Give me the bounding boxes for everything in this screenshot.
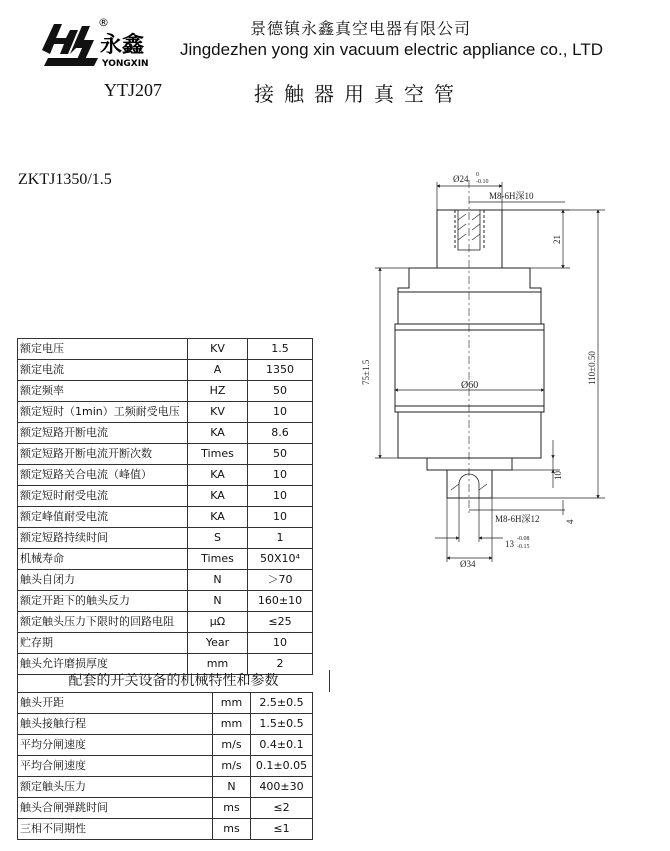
param-value: 2 (248, 654, 313, 675)
param-name: 额定频率 (18, 381, 188, 402)
param-unit: μΩ (188, 612, 248, 633)
param-name: 平均分闸速度 (18, 735, 213, 756)
param-value: 0.1±0.05 (251, 756, 313, 777)
table-row (18, 549, 313, 570)
param-name: 额定短路开断电流开断次数 (18, 444, 188, 465)
dim-bottom-thread: M8-6H深12 (495, 514, 540, 524)
param-unit: mm (213, 714, 251, 735)
dim-body-diameter: Ø60 (461, 380, 479, 391)
param-value: 2.5±0.5 (251, 693, 313, 714)
param-unit: N (188, 570, 248, 591)
dimension-lines (375, 182, 605, 562)
param-unit: m/s (213, 756, 251, 777)
param-unit: KA (188, 465, 248, 486)
table-row (18, 486, 313, 507)
vacuum-interrupter-drawing (355, 170, 655, 570)
param-unit: ms (213, 798, 251, 819)
dim-top-diameter: Ø24 (453, 174, 469, 184)
param-unit: KA (188, 423, 248, 444)
param-unit: mm (188, 654, 248, 675)
param-name: 额定短路开断电流 (18, 423, 188, 444)
dim-base-diameter: Ø34 (460, 559, 476, 569)
param-value: 10 (248, 402, 313, 423)
param-value: 1.5 (248, 339, 313, 360)
table-row (18, 570, 313, 591)
param-value: ≤1 (251, 819, 313, 840)
param-unit: Times (188, 549, 248, 570)
param-name: 机械寿命 (18, 549, 188, 570)
table-row (18, 507, 313, 528)
table-row (18, 465, 313, 486)
param-unit: ms (213, 819, 251, 840)
param-value: 400±30 (251, 777, 313, 798)
logo-registered-mark: ® (98, 16, 109, 29)
table-row (18, 777, 313, 798)
param-unit: KV (188, 339, 248, 360)
table-row (18, 423, 313, 444)
table-row (18, 756, 313, 777)
param-value: 50 (248, 444, 313, 465)
table-row (18, 360, 313, 381)
param-value: ≤2 (251, 798, 313, 819)
param-name: 触头开距 (18, 693, 213, 714)
param-value: 50 (248, 381, 313, 402)
param-name: 触头自闭力 (18, 570, 188, 591)
param-unit: KA (188, 507, 248, 528)
dim-21: 21 (552, 235, 562, 244)
param-name: 触头接触行程 (18, 714, 213, 735)
param-name: 额定触头压力 (18, 777, 213, 798)
mechanical-section-title: 配套的开关设备的机械特性和参数 (17, 670, 330, 692)
company-logo (40, 14, 185, 76)
param-value: 10 (248, 486, 313, 507)
param-unit: N (188, 591, 248, 612)
param-value: ≤25 (248, 612, 313, 633)
param-value: 10 (248, 633, 313, 654)
dim-bottom-diameter: 13 (505, 539, 514, 549)
param-name: 额定短时（1min）工频耐受电压 (18, 402, 188, 423)
dim-bottom-tol-lower: -0.15 (517, 544, 530, 550)
param-value: ＞70 (248, 570, 313, 591)
param-unit: Year (188, 633, 248, 654)
table-row (18, 798, 313, 819)
param-unit: A (188, 360, 248, 381)
param-name: 平均合闸速度 (18, 756, 213, 777)
param-unit: mm (213, 693, 251, 714)
param-value: 10 (248, 465, 313, 486)
param-unit: HZ (188, 381, 248, 402)
dim-bottom-tol-upper: -0.08 (517, 536, 530, 542)
param-unit: S (188, 528, 248, 549)
param-value: 8.6 (248, 423, 313, 444)
param-value: 1 (248, 528, 313, 549)
model-number: YTJ207 (104, 80, 162, 100)
param-name: 触头允许磨损厚度 (18, 654, 188, 675)
param-unit: KV (188, 402, 248, 423)
table-row (18, 735, 313, 756)
param-name: 额定短路关合电流（峰值） (18, 465, 188, 486)
param-name: 三相不同期性 (18, 819, 213, 840)
param-value: 160±10 (248, 591, 313, 612)
param-value: 0.4±0.1 (251, 735, 313, 756)
param-name: 额定触头压力下限时的回路电阻 (18, 612, 188, 633)
table-row (18, 381, 313, 402)
param-name: 额定短路持续时间 (18, 528, 188, 549)
param-name: 贮存期 (18, 633, 188, 654)
param-name: 额定短时耐受电流 (18, 486, 188, 507)
param-value: 1350 (248, 360, 313, 381)
param-value: 1.5±0.5 (251, 714, 313, 735)
dim-10: 10 (553, 471, 563, 480)
dim-top-tol-upper: 0 (476, 172, 479, 178)
table-row (18, 633, 313, 654)
param-value: 50X10⁴ (248, 549, 313, 570)
param-unit: KA (188, 486, 248, 507)
table-row (18, 693, 313, 714)
param-name: 额定峰值耐受电流 (18, 507, 188, 528)
table-row (18, 402, 313, 423)
param-value: 10 (248, 507, 313, 528)
dim-75: 75±1.5 (361, 359, 371, 385)
param-name: 额定开距下的触头反力 (18, 591, 188, 612)
drawing-outline (395, 180, 544, 515)
table-row (18, 714, 313, 735)
param-name: 额定电压 (18, 339, 188, 360)
param-unit: m/s (213, 735, 251, 756)
dim-110: 110±0.50 (587, 351, 597, 385)
table-row (18, 819, 313, 840)
product-code: ZKTJ1350/1.5 (18, 171, 112, 188)
dim-4: 4 (565, 519, 575, 524)
company-name-en: Jingdezhen yong xin vacuum electric appliance co., LTD (180, 40, 604, 59)
table-row (18, 339, 313, 360)
dim-top-thread: M8-6H深10 (489, 191, 534, 201)
dim-top-tol-lower: -0.10 (476, 179, 489, 185)
param-name: 额定电流 (18, 360, 188, 381)
logo-cn-text: 永鑫 (100, 33, 145, 58)
logo-emblem-icon (42, 24, 98, 66)
param-name: 触头合闸弹跳时间 (18, 798, 213, 819)
table-row (18, 528, 313, 549)
param-unit: N (213, 777, 251, 798)
table-row (18, 444, 313, 465)
rated-parameters-table (17, 338, 313, 675)
document-title: 接触器用真空管 (254, 82, 464, 106)
logo-en-text: YONGXIN (102, 59, 149, 69)
param-unit: Times (188, 444, 248, 465)
company-name-cn: 景德镇永鑫真空电器有限公司 (250, 19, 472, 38)
table-row (18, 612, 313, 633)
table-row (18, 591, 313, 612)
mechanical-parameters-table (17, 692, 313, 840)
